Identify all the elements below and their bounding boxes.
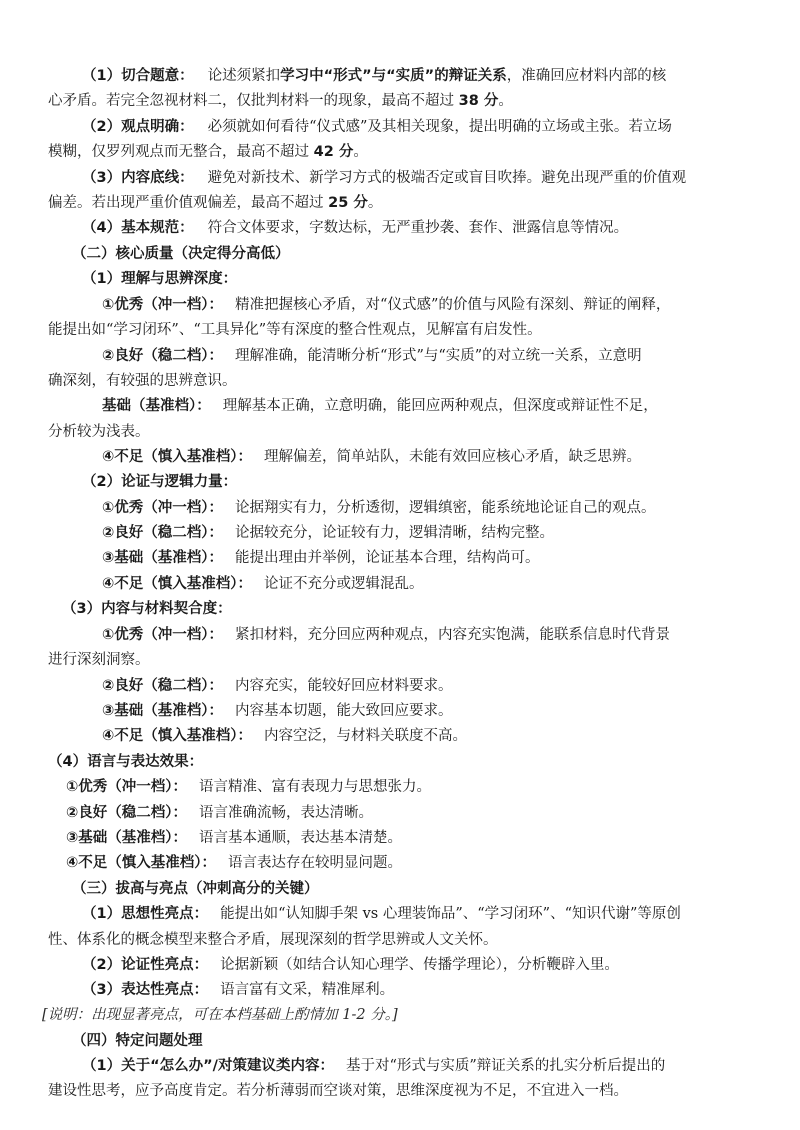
subsection-heading: （4）语言与表达效果： — [48, 754, 204, 770]
level-heading: ②良好（稳二档）： — [102, 678, 224, 694]
subsection-language — [0, 750, 800, 774]
highlight-thought — [0, 902, 800, 926]
highlight-heading: （1）思想性亮点： — [82, 906, 209, 922]
punctuation: 。 — [367, 195, 383, 211]
level-heading: ①优秀（冲一档）： — [102, 500, 224, 516]
level-text: 论据翔实有力，分析透彻，逻辑缜密，能系统地论证自己的观点。 — [235, 500, 656, 516]
level-heading: ②良好（稳二档）： — [66, 805, 188, 821]
section-heading: （二）核心质量（决定得分高低） — [72, 246, 290, 262]
score-cap: 38 分 — [458, 93, 499, 109]
highlight-text: 语言富有文采，精准犀利。 — [220, 982, 395, 998]
highlight-expression — [0, 978, 800, 1002]
score-cap: 42 分 — [313, 144, 354, 160]
level-good — [0, 801, 800, 825]
special-case-countermeasures-cont — [0, 1079, 800, 1103]
level-heading: ④不足（慎入基准档）： — [66, 855, 217, 871]
level-text: 分析较为浅表。 — [48, 424, 150, 440]
level-text: 语言基本通顺，表达基本清楚。 — [199, 830, 403, 846]
highlight-thought-cont — [0, 928, 800, 952]
level-excellent — [0, 623, 800, 647]
section-heading-core-quality — [0, 242, 800, 266]
criterion-text: ，准确回应材料内部的核 — [506, 68, 667, 84]
level-text: 精准把握核心矛盾，对“仪式感”的价值与风险有深刻、辩证的阐释， — [235, 297, 671, 313]
level-heading: ②良好（稳二档）： — [102, 348, 224, 364]
punctuation: 。 — [498, 93, 513, 109]
criterion-text: 符合文体要求，字数达标，无严重抄袭、套作、泄露信息等情况。 — [207, 220, 629, 236]
level-text: 理解基本正确，立意明确，能回应两种观点，但深度或辩证性不足， — [222, 398, 658, 414]
level-good-cont — [0, 369, 800, 393]
section-heading: （三）拔高与亮点（冲刺高分的关键） — [72, 881, 319, 897]
level-insufficient — [0, 851, 800, 875]
level-excellent — [0, 496, 800, 520]
subsection-content-fit — [0, 597, 800, 621]
level-insufficient — [0, 572, 800, 596]
level-text: 语言准确流畅，表达清晰。 — [199, 805, 374, 821]
criterion-text: 避免对新技术、新学习方式的极端否定或盲目吹捧。避免出现严重的价值观 — [207, 170, 687, 186]
criterion-text: 偏差。若出现严重价值观偏差，最高不超过 — [48, 195, 329, 211]
level-heading: ①优秀（冲一档）： — [66, 779, 188, 795]
highlight-heading: （2）论证性亮点： — [82, 957, 209, 973]
level-text: 内容充实，能较好回应材料要求。 — [235, 678, 453, 694]
criterion-clarity — [0, 115, 800, 139]
level-heading: ①优秀（冲一档）： — [102, 297, 224, 313]
level-text: 紧扣材料，充分回应两种观点，内容充实饱满，能联系信息时代背景 — [235, 627, 671, 643]
criterion-clarity-cont — [0, 140, 800, 164]
level-heading: ④不足（慎入基准档）： — [102, 576, 253, 592]
level-excellent-cont — [0, 648, 800, 672]
level-heading: 基础（基准档）： — [102, 398, 211, 414]
criterion-baseline — [0, 166, 800, 190]
punctuation: 。 — [353, 144, 368, 160]
level-heading: ②良好（稳二档）： — [102, 525, 224, 541]
level-excellent — [0, 293, 800, 317]
level-basic-cont — [0, 420, 800, 444]
level-text: 能提出如“学习闭环”、“工具异化”等有深度的整合性观点，见解富有启发性。 — [48, 322, 542, 338]
level-text: 确深刻，有较强的思辨意识。 — [48, 373, 237, 389]
criterion-text: 论述须紧扣 — [207, 68, 281, 84]
section-heading-highlights — [0, 877, 800, 901]
special-heading: （1）关于“怎么办”/对策建议类内容： — [82, 1058, 334, 1074]
level-text: 论据较充分，论证较有力，逻辑清晰，结构完整。 — [235, 525, 555, 541]
score-cap: 25 分 — [328, 195, 368, 211]
level-text: 内容空泛，与材料关联度不高。 — [264, 728, 468, 744]
subsection-argument — [0, 470, 800, 494]
special-case-countermeasures — [0, 1054, 800, 1078]
subsection-understanding — [0, 267, 800, 291]
level-insufficient — [0, 445, 800, 469]
section-heading: （四）特定问题处理 — [72, 1033, 203, 1049]
level-heading: ③基础（基准档）： — [66, 830, 188, 846]
criterion-text: 心矛盾。若完全忽视材料二，仅批判材料一的现象，最高不超过 — [48, 93, 459, 109]
criterion-emphasis: 学习中“形式”与“实质”的辩证关系 — [280, 68, 507, 84]
level-good — [0, 521, 800, 545]
level-excellent — [0, 775, 800, 799]
criterion-heading: （3）内容底线： — [82, 170, 194, 186]
level-heading: ③基础（基准档）： — [102, 703, 224, 719]
level-excellent-cont — [0, 318, 800, 342]
level-good — [0, 674, 800, 698]
criterion-heading: （4）基本规范： — [82, 220, 194, 236]
highlight-text: 能提出如“认知脚手架 vs 心理装饰品”、“学习闭环”、“知识代谢”等原创 — [220, 906, 681, 922]
criterion-heading: （1）切合题意： — [82, 68, 194, 84]
level-text: 进行深刻洞察。 — [48, 652, 150, 668]
criterion-text: 模糊，仅罗列观点而无整合，最高不超过 — [48, 144, 314, 160]
level-text: 理解准确，能清晰分析“形式”与“实质”的对立统一关系，立意明 — [235, 348, 642, 364]
level-heading: ③基础（基准档）： — [102, 550, 224, 566]
special-text: 基于对“形式与实质”辩证关系的扎实分析后提出的 — [345, 1058, 666, 1074]
level-text: 内容基本切题，能大致回应要求。 — [235, 703, 453, 719]
level-basic — [0, 826, 800, 850]
section-heading-special — [0, 1029, 800, 1053]
highlight-heading: （3）表达性亮点： — [82, 982, 209, 998]
level-heading: ④不足（慎入基准档）： — [102, 728, 253, 744]
subsection-heading: （1）理解与思辨深度： — [82, 271, 238, 287]
level-heading: ①优秀（冲一档）： — [102, 627, 224, 643]
level-basic — [0, 394, 800, 418]
level-text: 能提出理由并举例，论证基本合理，结构尚可。 — [235, 550, 540, 566]
level-good — [0, 344, 800, 368]
bonus-note — [0, 1003, 800, 1027]
subsection-heading: （3）内容与材料契合度： — [62, 601, 232, 617]
highlight-text: 性、体系化的概念模型来整合矛盾，展现深刻的哲学思辨或人文关怀。 — [48, 932, 498, 948]
highlight-argument — [0, 953, 800, 977]
subsection-heading: （2）论证与逻辑力量： — [82, 474, 238, 490]
level-basic — [0, 546, 800, 570]
level-heading: ④不足（慎入基准档）： — [102, 449, 253, 465]
level-text: 语言表达存在较明显问题。 — [228, 855, 403, 871]
level-text: 语言精准、富有表现力与思想张力。 — [199, 779, 432, 795]
criterion-baseline-cont — [0, 191, 800, 215]
criterion-relevance-cont — [0, 89, 800, 113]
bonus-note-text: [说明：出现显著亮点，可在本档基础上酌情加 1-2 分。] — [42, 1007, 398, 1023]
special-text: 建设性思考，应予高度肯定。若分析薄弱而空谈对策，思维深度视为不足，不宜进入一档。 — [48, 1083, 628, 1099]
criterion-text: 必须就如何看待“仪式感”及其相关现象，提出明确的立场或主张。若立场 — [207, 119, 672, 135]
criterion-norms — [0, 216, 800, 240]
criterion-relevance — [0, 64, 800, 88]
criterion-heading: （2）观点明确： — [82, 119, 194, 135]
level-insufficient — [0, 724, 800, 748]
level-text: 理解偏差，简单站队，未能有效回应核心矛盾，缺乏思辨。 — [264, 449, 642, 465]
highlight-text: 论据新颖（如结合认知心理学、传播学理论），分析鞭辟入里。 — [220, 957, 619, 973]
level-basic — [0, 699, 800, 723]
level-text: 论证不充分或逻辑混乱。 — [264, 576, 424, 592]
